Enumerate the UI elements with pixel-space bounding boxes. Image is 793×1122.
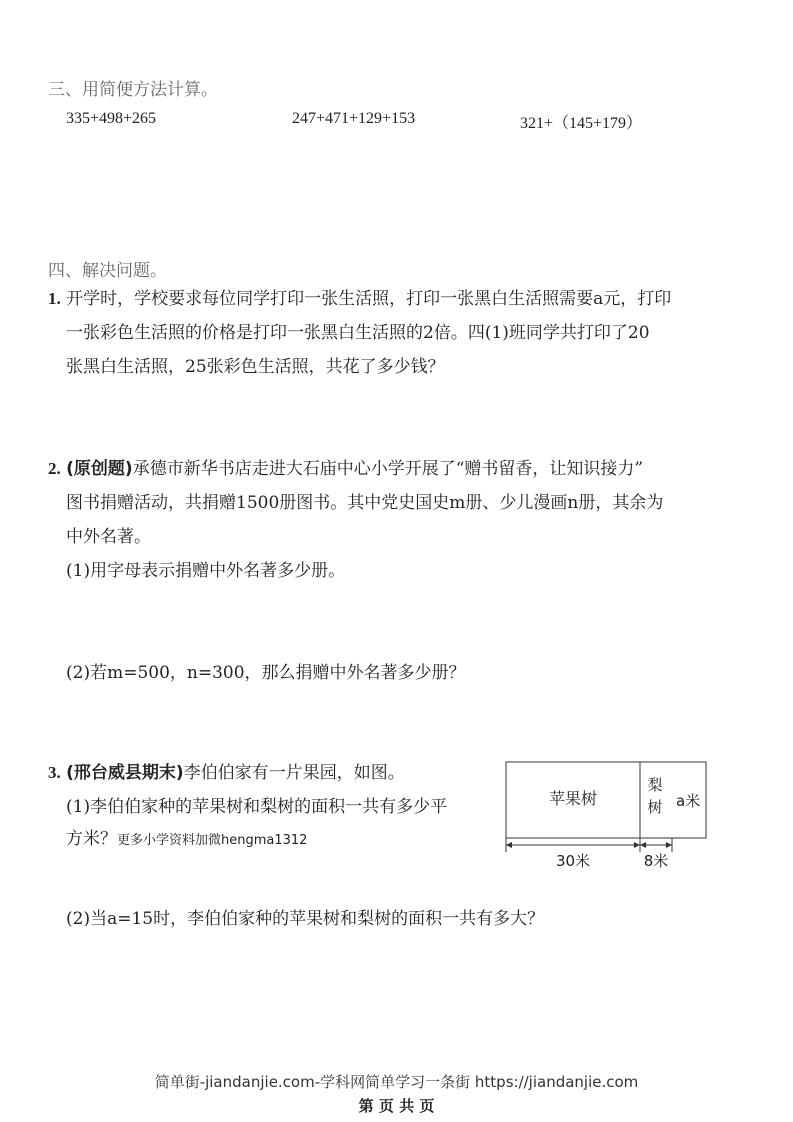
expression-2: 247+471+129+153 <box>292 110 416 127</box>
question-1-number: 1. <box>48 289 61 308</box>
height-label: a米 <box>676 792 701 810</box>
width-30-label: 30米 <box>555 852 591 870</box>
width-8-label: 8米 <box>643 852 669 870</box>
section-4-heading: 四、解决问题。 <box>48 261 167 281</box>
question-2-line-3: 中外名著。 <box>66 527 151 547</box>
pear-tree-label-top: 梨 <box>647 776 663 794</box>
arrow-right-end <box>666 842 672 848</box>
question-1-line-3: 张黑白生活照，25张彩色生活照，共花了多少钱？ <box>66 357 445 377</box>
page-number: 第 页 共 页 <box>358 1097 435 1115</box>
question-2-number: 2. <box>48 459 61 478</box>
arrow-right-start <box>640 842 646 848</box>
expression-3: 321+（145+179） <box>520 115 643 132</box>
question-2-line-2: 图书捐赠活动，共捐赠1500册图书。其中党史国史m册、少儿漫画n册，其余为 <box>66 493 664 513</box>
arrow-left-start <box>506 842 512 848</box>
question-3-sub-2: (2)当a=15时，李伯伯家种的苹果树和梨树的面积一共有多大？ <box>66 909 545 929</box>
question-2-tag: (原创题) <box>66 459 133 479</box>
question-2-sub-1: (1)用字母表示捐赠中外名著多少册。 <box>66 561 346 581</box>
section-3-heading: 三、用简便方法计算。 <box>48 80 218 100</box>
question-3-sub-1-line-1: (1)李伯伯家种的苹果树和梨树的面积一共有多少平 <box>66 797 448 817</box>
apple-tree-label: 苹果树 <box>548 789 598 808</box>
question-1-line-2: 一张彩色生活照的价格是打印一张黑白生活照的2倍。四(1)班同学共打印了20 <box>66 323 650 343</box>
footer-source: 简单街-jiandanjie.com-学科网简单学习一条街 https://jiandanjie.com <box>154 1073 639 1091</box>
question-3-text-1: 李伯伯家有一片果园，如图。 <box>183 763 405 783</box>
watermark-text: 更多小学资料加微hengma1312 <box>117 833 308 848</box>
question-2-text-1: 承德市新华书店走进大石庙中心小学开展了“赠书留香，让知识接力” <box>132 459 644 479</box>
question-2-line-1 <box>48 452 643 486</box>
question-1-text-1: 开学时，学校要求每位同学打印一张生活照，打印一张黑白生活照需要a元，打印 <box>66 289 672 309</box>
expression-1: 335+498+265 <box>66 110 157 127</box>
question-3-number: 3. <box>48 763 61 782</box>
question-3-line-1 <box>48 756 405 790</box>
question-3-sub-1-line-2 <box>66 822 307 858</box>
question-2-sub-2: (2)若m=500，n=300，那么捐赠中外名著多少册？ <box>66 663 466 683</box>
pear-tree-label-bottom: 树 <box>647 798 663 816</box>
question-1-line-1 <box>48 282 671 316</box>
question-3-tag: (邢台威县期末) <box>66 763 184 783</box>
orchard-figure <box>496 756 726 876</box>
question-3-sub-1-text-2: 方米？ <box>66 829 117 849</box>
arrow-left-end <box>634 842 640 848</box>
